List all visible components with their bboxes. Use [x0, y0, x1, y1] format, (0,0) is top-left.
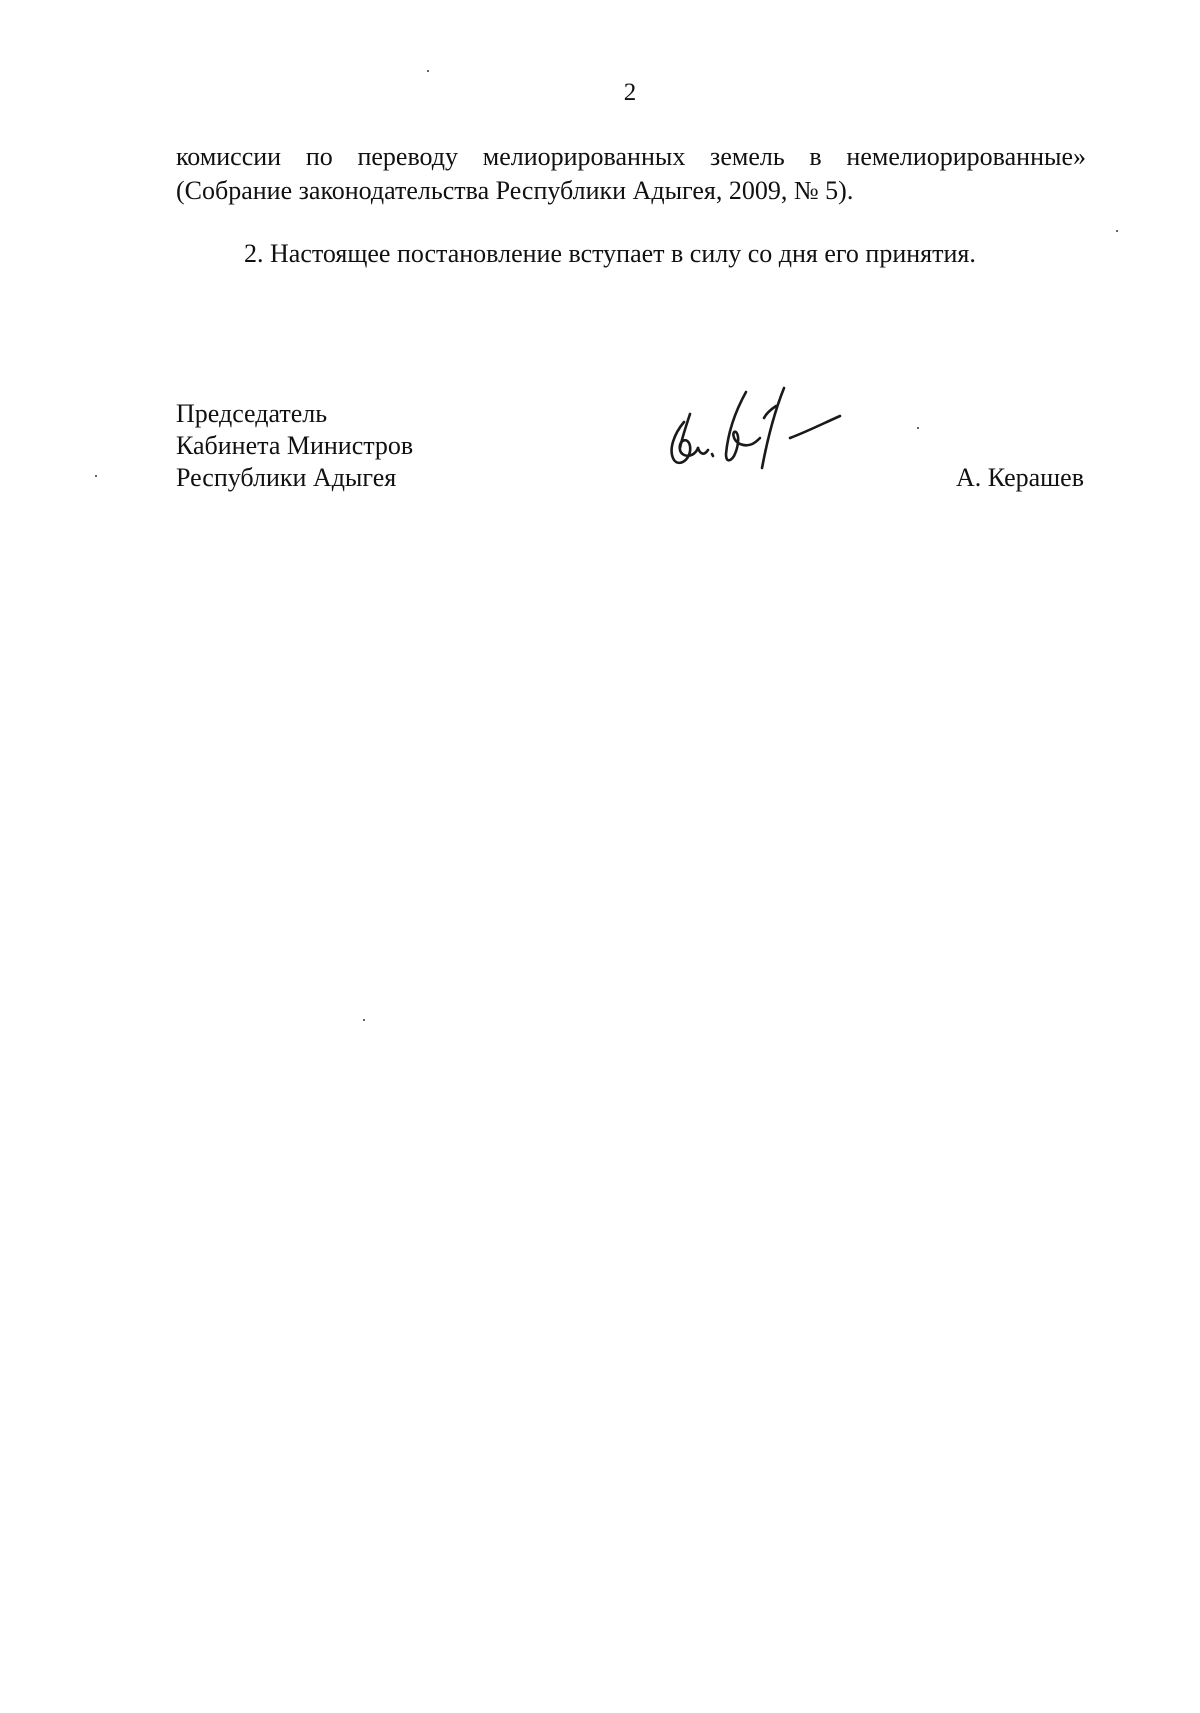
paragraph-1 — [176, 140, 1086, 208]
scan-speck — [363, 1019, 365, 1021]
scan-speck — [427, 70, 429, 72]
paragraph-2: 2. Настоящее постановление вступает в силу со дня его принятия. — [244, 239, 976, 268]
signer-name: А. Керашев — [955, 463, 1084, 492]
paragraph-1-line-1: комиссии по переводу мелиорированных земель в немелиорированные» — [176, 142, 1086, 171]
signer-position-line-3: Республики Адыгея — [176, 463, 397, 492]
handwritten-signature — [660, 384, 850, 484]
signer-position-line-2: Кабинета Министров — [176, 431, 414, 460]
signer-position-line-1: Председатель — [176, 399, 328, 428]
paragraph-1-line-2: (Собрание законодательства Республики Адыгея, 2009, № 5). — [176, 176, 854, 205]
signer-position — [176, 398, 413, 494]
scan-speck — [95, 475, 97, 477]
scan-speck — [1116, 230, 1118, 232]
page-number: 2 — [623, 79, 637, 106]
scan-speck — [917, 427, 919, 429]
